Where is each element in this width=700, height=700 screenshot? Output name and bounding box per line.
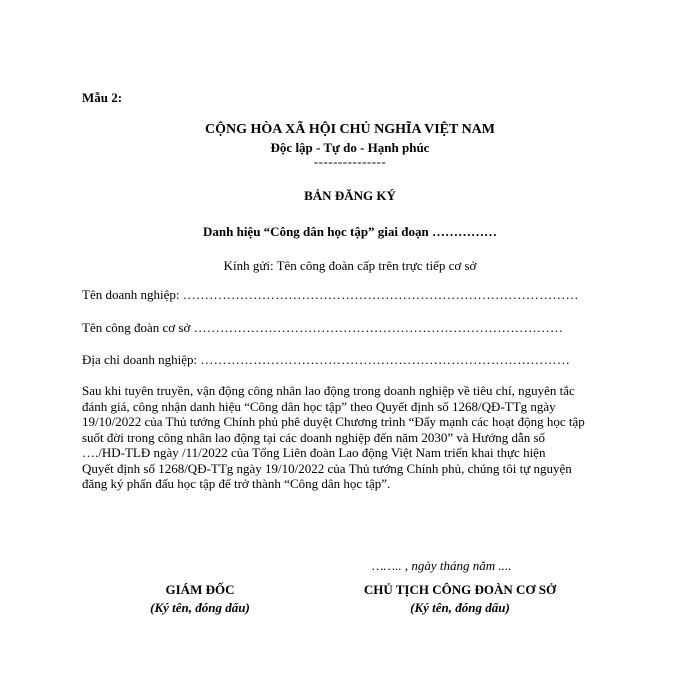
signature-title: CHỦ TỊCH CÔNG ĐOÀN CƠ SỞ [363, 582, 557, 597]
document-subtitle: Danh hiệu “Công dân học tập” giai đoạn …………… [202, 224, 497, 239]
body-line: 19/10/2022 của Thủ tướng Chính phủ phê duyệt Chương trình “Đẩy mạnh các hoạt động học tập [82, 414, 585, 429]
field-fill-dots: ………………………………………………………………………… [200, 352, 571, 367]
signature-union-chair [330, 582, 590, 616]
body-line: đăng ký phấn đấu học tập để trở thành “Công dân học tập”. [82, 476, 391, 491]
date-line: …….. , ngày tháng năm .... [372, 558, 512, 573]
body-line: Quyết định số 1268/QĐ-TTg ngày 19/10/2022 của Thủ tướng Chính phủ, chúng tôi tự nguyện [82, 460, 572, 476]
field-label: Tên doanh nghiệp: [82, 287, 180, 302]
field-label: Địa chỉ doanh nghiệp: [82, 352, 198, 367]
document-title: BẢN ĐĂNG KÝ [304, 188, 396, 203]
body-paragraph [82, 383, 612, 492]
signature-note: (Ký tên, đóng dấu) [150, 600, 250, 615]
field-union-name [82, 320, 612, 336]
field-fill-dots: ………………………………………………………………………… [193, 320, 564, 335]
field-business-name [82, 287, 612, 303]
body-line: Sau khi tuyên truyền, vận động công nhân lao động trong doanh nghiệp về tiêu chí, nguyên tắc [82, 383, 575, 398]
header-separator: --------------- [313, 154, 387, 169]
field-label: Tên công đoàn cơ sở [82, 320, 191, 335]
form-label: Mẫu 2: [82, 90, 123, 105]
signature-director [100, 582, 300, 616]
signature-note: (Ký tên, đóng dấu) [410, 600, 510, 615]
signature-title: GIÁM ĐỐC [165, 582, 235, 597]
body-line: suốt đời trong công nhân lao động tại các doanh nghiệp đến năm 2030” và Hướng dẫn số [82, 429, 546, 445]
recipient-line: Kính gửi: Tên công đoàn cấp trên trực tiếp cơ sở [223, 258, 477, 273]
national-title: CỘNG HÒA XÃ HỘI CHỦ NGHĨA VIỆT NAM [204, 122, 495, 137]
body-line: đánh giá, công nhận danh hiệu “Công dân học tập” theo Quyết định số 1268/QĐ-TTg ngày [82, 398, 556, 414]
national-motto: Độc lập - Tự do - Hạnh phúc [270, 140, 430, 155]
field-fill-dots: ……………………………………………………………………………… [182, 287, 579, 302]
field-business-address [82, 352, 612, 368]
body-line: …./HD-TLĐ ngày /11/2022 của Tổng Liên đoàn Lao động Việt Nam triển khai thực hiện [82, 445, 546, 460]
